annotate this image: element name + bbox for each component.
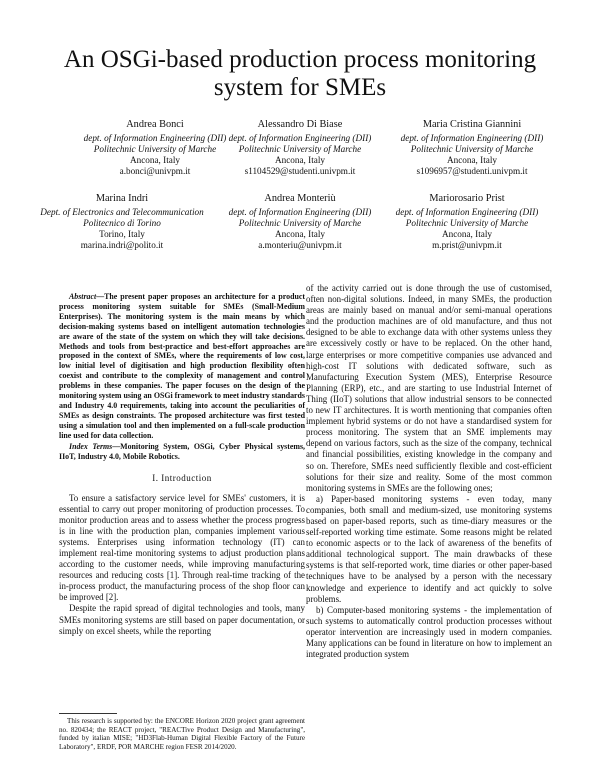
author-dept: dept. of Information Engineering (DII) bbox=[228, 206, 372, 217]
author-org: Politecnico di Torino bbox=[83, 217, 161, 228]
author-name: Alessandro Di Biase bbox=[257, 119, 343, 130]
author-org: Politechnic University of Marche bbox=[238, 217, 362, 228]
author-name: Marina Indri bbox=[95, 193, 149, 204]
author-city: Ancona, Italy bbox=[274, 228, 325, 239]
author-dept: Dept. of Electronics and Telecommunication bbox=[40, 206, 204, 217]
author-city: Ancona, Italy bbox=[129, 154, 180, 165]
index-terms-label: Index Terms bbox=[69, 441, 113, 451]
abstract bbox=[59, 292, 305, 441]
author-dept: dept. of Information Engineering (DII) bbox=[228, 132, 372, 143]
footnote-rule bbox=[59, 713, 117, 714]
author-name: Andrea Bonci bbox=[126, 119, 184, 130]
paragraph: a) Paper-based monitoring systems - even today, many companies, both small and medium-sized, use monitoring systems based on paper-based reports, such as time-diary measures or the self-reported working time estimate. Some reasons might be related to economic aspects or to the lack of awareness of the benefits of additional technological support. The main drawbacks of these systems is that self-reported work, time diaries or other paper-based techniques have to be analysed by a person with the necessary knowledge and experience to identify and act quickly to solve problems. bbox=[306, 493, 552, 604]
author-email: s1104529@studenti.univpm.it bbox=[244, 166, 356, 177]
author-block bbox=[200, 119, 400, 177]
author-block bbox=[22, 193, 222, 251]
author-city: Ancona, Italy bbox=[441, 228, 492, 239]
author-org: Politechnic University of Marche bbox=[405, 217, 529, 228]
author-name: Maria Cristina Giannini bbox=[422, 119, 522, 130]
author-dept: dept. of Information Engineering (DII) bbox=[83, 132, 227, 143]
abstract-text: —The present paper proposes an architecture for a product process monitoring system suitable for SMEs (Small-Medium Enterprises). The monitoring system is the main means by which decision-making systems based on intelligent automation technologies are aware of the state of the system on which they will take decisions. Methods and tools from best-practice and best-effort approaches are proposed in the context of SMEs, where the requirements of low cost, low initial level of digitisation and high production flexibility often coexist and contribute to the complexity of management and control problems in these companies. The paper focuses on the design of the monitoring system using an OSGi framework to meet industry standards and Industry 4.0 requirements, taking into account the peculiarities of SMEs as design constraints. The proposed architecture was first tested using a simulation tool and then implemented on a full-scale production line used for data collection. bbox=[59, 292, 305, 440]
paragraph: of the activity carried out is done through the use of customised, often non-digital solutions. Indeed, in many SMEs, the production areas are mainly based on manual and/or semi-manual operations and the production machines are of old manufacture, and thus not designed to be able to exchange data with other systems unless they are excessively costly or have to be replaced. On the other hand, large enterprises or more competitive companies use advanced and high-cost IT solutions with dedicated software, such as Manufacturing Execution System (MES), Enterprise Resource Planning (ERP), etc., and are starting to use Industrial Internet of Thing (IIoT) solutions that allow industrial sensors to be connected to new IT architectures. It is worth mentioning that companies often implement hybrid systems or do not have a standardised system for process monitoring. The system that an SME implements may depend on various factors, such as the size of the company, technical and financial possibilities, existing knowledge in the company and so on. Therefore, SMEs need sufficiently flexible and cost-efficient solutions for their size and reality. Some of the most common monitoring systems in SMEs are the following ones; bbox=[306, 283, 552, 493]
author-dept: dept. of Information Engineering (DII) bbox=[400, 132, 544, 143]
author-org: Politechnic University of Marche bbox=[410, 143, 534, 154]
author-block bbox=[367, 193, 567, 251]
author-org: Politechnic University of Marche bbox=[93, 143, 217, 154]
author-email: marina.indri@polito.it bbox=[80, 240, 164, 251]
author-city: Ancona, Italy bbox=[274, 154, 325, 165]
right-column bbox=[306, 283, 552, 660]
left-column bbox=[59, 292, 305, 637]
footnote: This research is supported by: the ENCORE Horizon 2020 project grant agreement no. 820434; the REACT project, "REACTive Product Design and Manufacturing", funded by italian MISE; "HD3Flab-Human Digital Flexible Factory of the Future Laboratory", ERDF, POR MARCHE region FESR 2014/2020. bbox=[59, 717, 305, 751]
author-org: Politechnic University of Marche bbox=[238, 143, 362, 154]
index-terms-text: —Monitoring System, OSGi, Cyber Physical systems, IIoT, Industry 4.0, Mobile Robotics. bbox=[59, 441, 305, 461]
author-email: a.bonci@univpm.it bbox=[119, 166, 191, 177]
author-name: Andrea Monteriù bbox=[264, 193, 336, 204]
author-name: Mariorosario Prist bbox=[429, 193, 505, 204]
paragraph: b) Computer-based monitoring systems - the implementation of such systems to automatically control production processes without operator intervention are increasingly used in modern companies. Many applications can be found in literature on how to implement an integrated production system bbox=[306, 604, 552, 660]
paragraph: To ensure a satisfactory service level for SMEs' customers, it is essential to carry out proper monitoring of production processes. To monitor production areas and to assess whether the process progress is in line with the production plan, companies implement various systems. Enterprises using information technology (IT) can implement real-time monitoring systems to adjust production plans according to the customer needs, while improving manufacturing resources and reducing costs [1]. Through real-time tracking of the in-process product, the manufacturing process of the shop floor can be improved [2]. bbox=[59, 492, 305, 603]
author-email: m.prist@univpm.it bbox=[432, 240, 502, 251]
author-dept: dept. of Information Engineering (DII) bbox=[395, 206, 539, 217]
author-email: a.monteriu@univpm.it bbox=[258, 240, 342, 251]
author-city: Torino, Italy bbox=[99, 228, 145, 239]
author-email: s1096957@studenti.univpm.it bbox=[416, 166, 528, 177]
author-city: Ancona, Italy bbox=[446, 154, 497, 165]
paragraph: Despite the rapid spread of digital technologies and tools, many SMEs monitoring systems are still based on paper documentation, or simply on excel sheets, while the reporting bbox=[59, 603, 305, 636]
index-terms bbox=[59, 442, 305, 462]
paper-title: An OSGi-based production process monitoring system for SMEs bbox=[63, 46, 537, 101]
author-block bbox=[372, 119, 572, 177]
abstract-label: Abstract bbox=[69, 292, 97, 301]
section-heading: I. Introduction bbox=[152, 473, 212, 484]
